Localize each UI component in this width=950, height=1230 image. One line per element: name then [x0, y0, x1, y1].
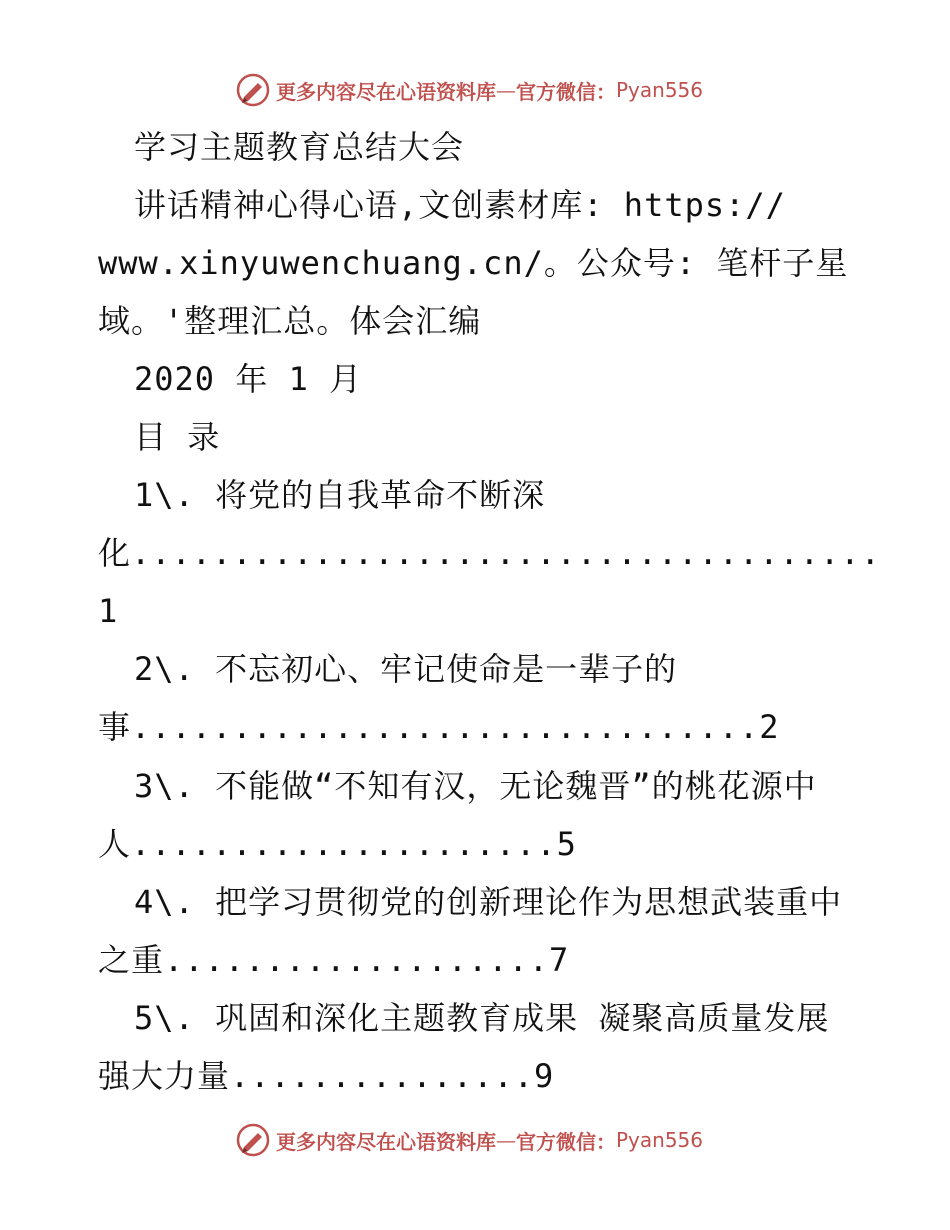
banner-separator: — [496, 78, 516, 102]
banner-wechat-id: Pyan556 [616, 78, 704, 102]
banner-text: 更多内容尽在心语资料库 [276, 79, 496, 104]
document-subtitle-line: www.xinyuwenchuang.cn/。公众号: 笔杆子星 [98, 244, 849, 282]
header-watermark-banner [236, 70, 703, 110]
document-subtitle-line: 域。'整理汇总。体会汇编 [98, 302, 482, 340]
toc-page-number: 1 [98, 592, 119, 630]
pen-logo-icon [236, 73, 270, 107]
banner-wechat-label: 官方微信： [516, 79, 616, 104]
banner-separator: — [496, 1128, 516, 1152]
banner-wechat-label: 官方微信： [516, 1129, 616, 1154]
pen-logo-icon [236, 1123, 270, 1157]
toc-entry: 5\. 巩固和深化主题教育成果 凝聚高质量发展 [134, 999, 830, 1037]
toc-entry: 3\. 不能做“不知有汉，无论魏晋”的桃花源中 [134, 767, 817, 805]
toc-entry: 1\. 将党的自我革命不断深 [134, 476, 546, 514]
toc-entry: 2\. 不忘初心、牢记使命是一辈子的 [134, 650, 678, 688]
toc-entry-leader: 强大力量...............9 [98, 1057, 555, 1095]
toc-entry-leader: 事...............................2 [98, 708, 780, 746]
document-title: 学习主题教育总结大会 [134, 128, 465, 166]
banner-wechat-id: Pyan556 [616, 1128, 704, 1152]
document-subtitle-line: 讲话精神心得心语,文创素材库: https:// [134, 186, 786, 224]
banner-text: 更多内容尽在心语资料库 [276, 1129, 496, 1154]
toc-entry-leader: 人.....................5 [98, 825, 577, 863]
toc-entry: 4\. 把学习贯彻党的创新理论作为思想武装重中 [134, 883, 843, 921]
footer-watermark-banner [236, 1120, 703, 1160]
toc-entry-leader: 化..................................... [98, 534, 881, 572]
document-date: 2020 年 1 月 [134, 360, 363, 398]
toc-entry-leader: 之重...................7 [98, 941, 570, 979]
toc-heading: 目 录 [134, 418, 221, 456]
